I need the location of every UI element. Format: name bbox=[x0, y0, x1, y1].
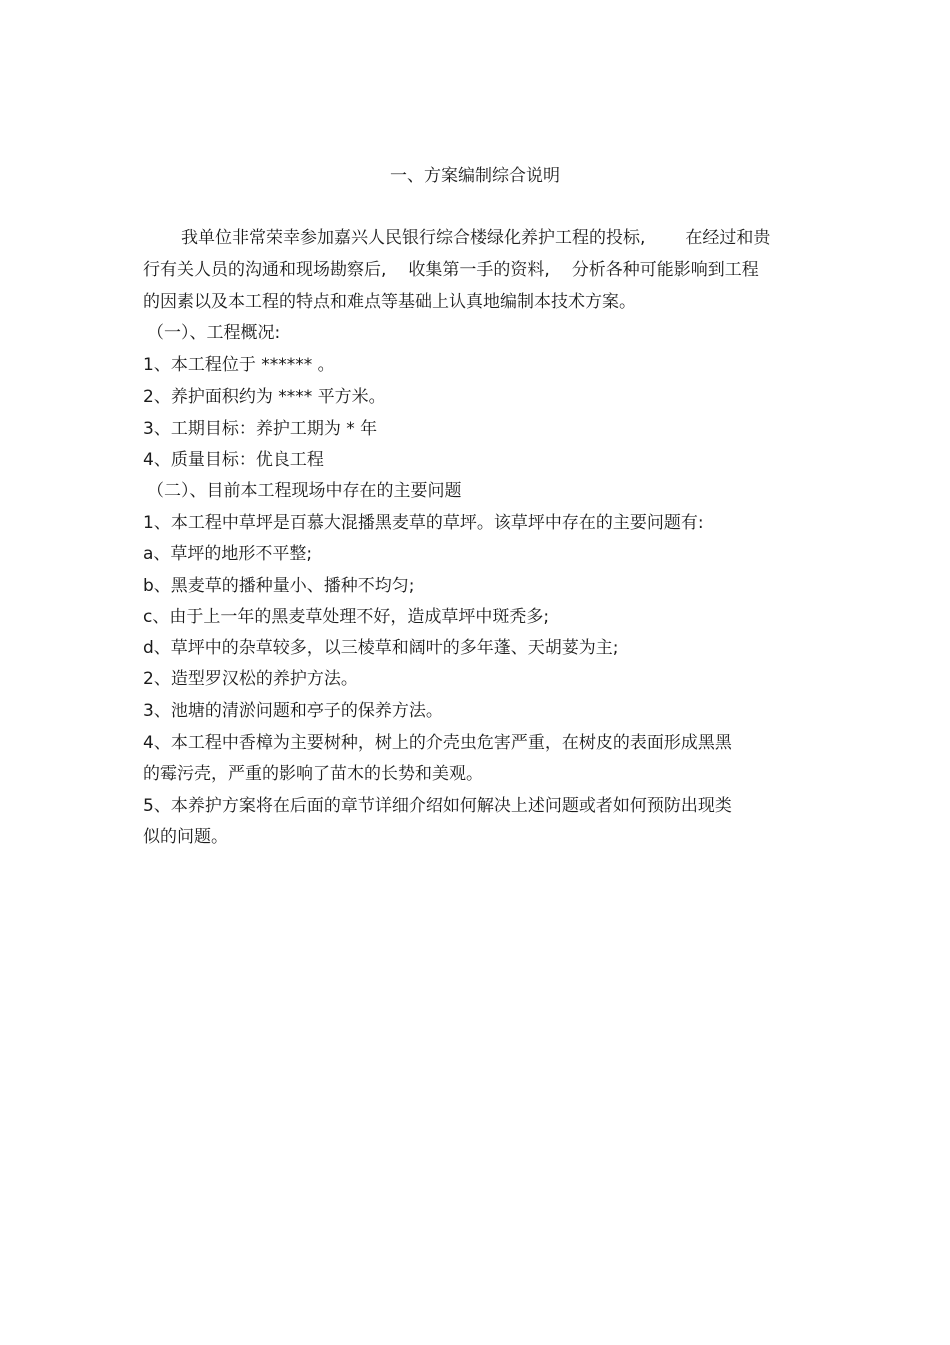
list-item: 3、工期目标：养护工期为 * 年 bbox=[143, 419, 378, 439]
list-item: d、草坪中的杂草较多，以三棱草和阔叶的多年蓬、天胡荽为主; bbox=[143, 638, 619, 658]
intro-text: 收集第一手的资料, bbox=[408, 260, 550, 280]
section-heading: （二）、目前本工程现场中存在的主要问题 bbox=[147, 481, 462, 501]
intro-text: 我单位非常荣幸参加嘉兴人民银行综合楼绿化养护工程的投标, bbox=[181, 228, 646, 248]
list-item: 1、本工程位于 ****** 。 bbox=[143, 355, 335, 375]
intro-text: 行有关人员的沟通和现场勘察后, bbox=[143, 260, 387, 280]
list-item: 2、养护面积约为 **** 平方米。 bbox=[143, 387, 386, 407]
list-item: 5、本养护方案将在后面的章节详细介绍如何解决上述问题或者如何预防出现类 bbox=[143, 796, 732, 816]
intro-line-2 bbox=[143, 258, 759, 282]
section-heading: （一）、工程概况: bbox=[147, 323, 281, 343]
list-item-continuation: 似的问题。 bbox=[143, 827, 228, 847]
list-item: a、草坪的地形不平整; bbox=[143, 544, 313, 564]
intro-line-1 bbox=[181, 226, 770, 250]
intro-text: 分析各种可能影响到工程 bbox=[571, 260, 759, 280]
page-title: 一、方案编制综合说明 bbox=[390, 166, 560, 186]
list-item: 1、本工程中草坪是百慕大混播黑麦草的草坪。该草坪中存在的主要问题有: bbox=[143, 513, 704, 533]
list-item: 2、造型罗汉松的养护方法。 bbox=[143, 669, 358, 689]
intro-text: 在经过和贵 bbox=[685, 228, 771, 248]
list-item-continuation: 的霉污壳，严重的影响了苗木的长势和美观。 bbox=[143, 764, 483, 784]
list-item: c、由于上一年的黑麦草处理不好，造成草坪中斑秃多; bbox=[143, 607, 550, 627]
intro-line-3: 的因素以及本工程的特点和难点等基础上认真地编制本技术方案。 bbox=[143, 292, 636, 312]
list-item: 4、质量目标：优良工程 bbox=[143, 450, 324, 470]
list-item: b、黑麦草的播种量小、播种不均匀; bbox=[143, 576, 415, 596]
list-item: 3、池塘的清淤问题和亭子的保养方法。 bbox=[143, 701, 443, 721]
list-item: 4、本工程中香樟为主要树种，树上的介壳虫危害严重，在树皮的表面形成黑黑 bbox=[143, 733, 732, 753]
